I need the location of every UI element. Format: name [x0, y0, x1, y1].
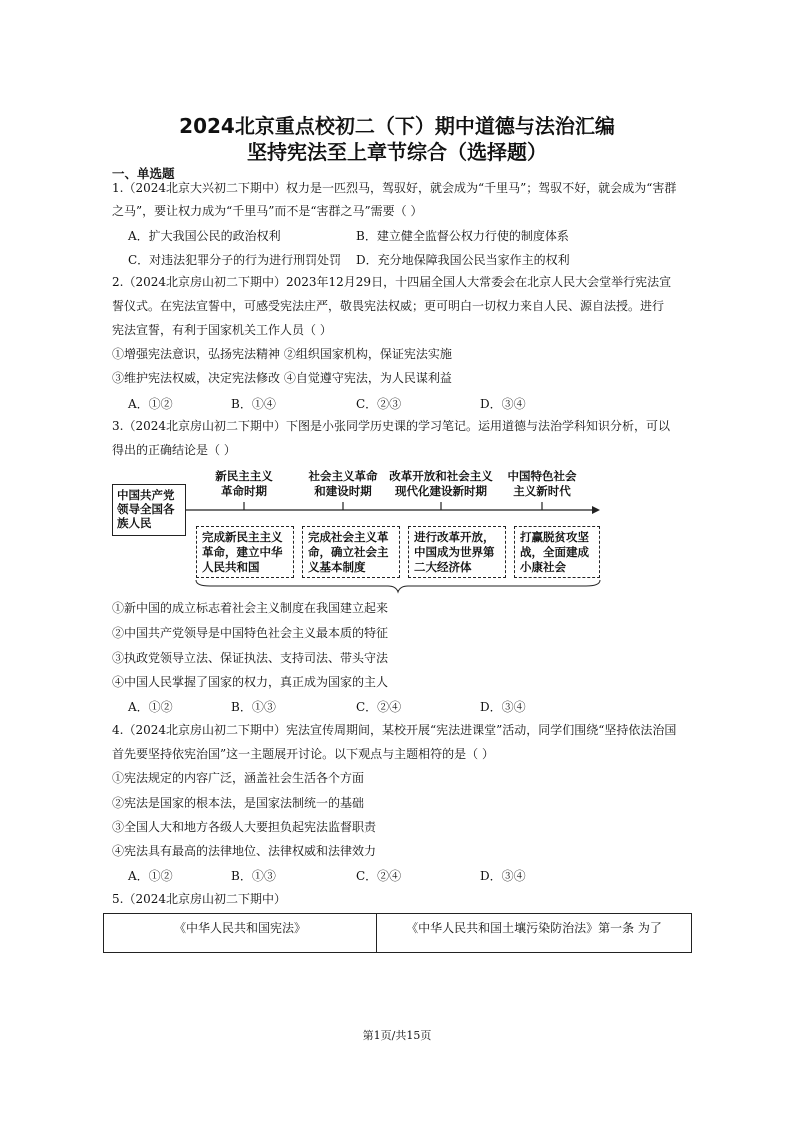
q2-option-a: A．①② — [128, 397, 173, 411]
timeline-left-box: 中国共产党领导全国各族人民 — [112, 484, 186, 536]
table-row — [104, 914, 692, 953]
timeline-event-1: 完成新民主主义革命，建立中华人民共和国 — [196, 526, 294, 578]
q2-stem-line2: 誓仪式。在宪法宣誓中，可感受宪法庄严，敬畏宪法权威；更可明白一切权力来自人民、源自法授。进行 — [112, 299, 665, 313]
q4-option-a: A．①② — [128, 869, 173, 883]
q3-statement-2: ②中国共产党领导是中国特色社会主义最本质的特征 — [112, 626, 389, 640]
q3-option-c: C．②④ — [356, 700, 402, 714]
q1-option-a: A．扩大我国公民的政治权利 — [128, 229, 281, 243]
q4-statement-4: ④宪法具有最高的法律地位、法律权威和法律效力 — [112, 844, 377, 858]
q4-option-b: B．①③ — [231, 869, 276, 883]
timeline-event-4: 打赢脱贫攻坚战，全面建成小康社会 — [514, 526, 600, 578]
q5-table-cell-2: 《中华人民共和国土壤污染防治法》第一条 为了 — [377, 914, 692, 953]
q3-statement-1: ①新中国的成立标志着社会主义制度在我国建立起来 — [112, 601, 389, 615]
q3-stem-line2: 得出的正确结论是（ ） — [112, 443, 236, 457]
q3-option-b: B．①③ — [231, 700, 276, 714]
q4-statement-1: ①宪法规定的内容广泛，涵盖社会生活各个方面 — [112, 771, 365, 785]
q5-table — [103, 913, 692, 953]
q3-statement-4: ④中国人民掌握了国家的权力，真正成为国家的主人 — [112, 675, 389, 689]
q5-table-cell-1: 《中华人民共和国宪法》 — [104, 914, 377, 953]
q2-stem-line3: 宪法宣誓，有利于国家机关工作人员（ ） — [112, 323, 332, 337]
timeline-period-2-label: 社会主义革命 和建设时期 — [308, 469, 378, 498]
q4-stem-line1: 4.（2024北京房山初二下期中）宪法宣传周期间，某校开展“宪法进课堂”活动，同学们围绕“坚持依法治国 — [112, 723, 677, 737]
q1-stem-line1: 1.（2024北京大兴初二下期中）权力是一匹烈马，驾驭好，就会成为“千里马”；驾驭不好，就会成为“害群 — [112, 181, 677, 195]
section-heading: 一、单选题 — [112, 166, 175, 181]
q4-statement-2: ②宪法是国家的根本法，是国家法制统一的基础 — [112, 796, 365, 810]
q4-option-d: D．③④ — [480, 869, 526, 883]
timeline-period-3-label: 改革开放和社会主义 现代化建设新时期 — [389, 469, 493, 498]
timeline-event-2: 完成社会主义革命，确立社会主义基本制度 — [302, 526, 400, 578]
page-footer: 第1页/共15页 — [362, 1029, 432, 1042]
q1-option-d: D．充分地保障我国公民当家作主的权利 — [356, 253, 570, 267]
timeline-period-4-label: 中国特色社会 主义新时代 — [507, 469, 577, 498]
q3-option-a: A．①② — [128, 700, 173, 714]
q3-option-d: D．③④ — [480, 700, 526, 714]
q4-option-c: C．②④ — [356, 869, 402, 883]
q2-stem-line1: 2.（2024北京房山初二下期中）2023年12月29日，十四届全国人大常委会在北京人民大会堂举行宪法宣 — [112, 275, 672, 289]
q2-option-c: C．②③ — [356, 397, 402, 411]
q4-statement-3: ③全国人大和地方各级人大要担负起宪法监督职责 — [112, 820, 377, 834]
q3-statement-3: ③执政党领导立法、保证执法、支持司法、带头守法 — [112, 651, 389, 665]
q1-stem-line2: 之马”，要让权力成为“千里马”而不是“害群之马”需要（ ） — [112, 204, 423, 218]
q3-stem-line1: 3.（2024北京房山初二下期中）下图是小张同学历史课的学习笔记。运用道德与法治学科知识分析，可以 — [112, 419, 670, 433]
timeline-period-1-label: 新民主主义 革命时期 — [215, 469, 273, 498]
q2-option-b: B．①④ — [231, 397, 276, 411]
page-subtitle: 坚持宪法至上章节综合（选择题） — [247, 140, 547, 164]
page-title: 2024北京重点校初二（下）期中道德与法治汇编 — [179, 114, 615, 138]
q1-option-b: B．建立健全监督公权力行使的制度体系 — [356, 229, 569, 243]
q1-option-c: C．对违法犯罪分子的行为进行刑罚处罚 — [128, 253, 342, 267]
q2-option-d: D．③④ — [480, 397, 526, 411]
q2-statement-2: ③维护宪法权威，决定宪法修改 ④自觉遵守宪法，为人民谋利益 — [112, 371, 452, 385]
q2-statement-1: ①增强宪法意识，弘扬宪法精神 ②组织国家机构，保证宪法实施 — [112, 347, 452, 361]
q5-stem-line1: 5.（2024北京房山初二下期中） — [112, 892, 286, 906]
timeline-event-3: 进行改革开放，中国成为世界第二大经济体 — [408, 526, 506, 578]
q4-stem-line2: 首先要坚持依宪治国”这一主题展开讨论。以下观点与主题相符的是（ ） — [112, 747, 494, 761]
